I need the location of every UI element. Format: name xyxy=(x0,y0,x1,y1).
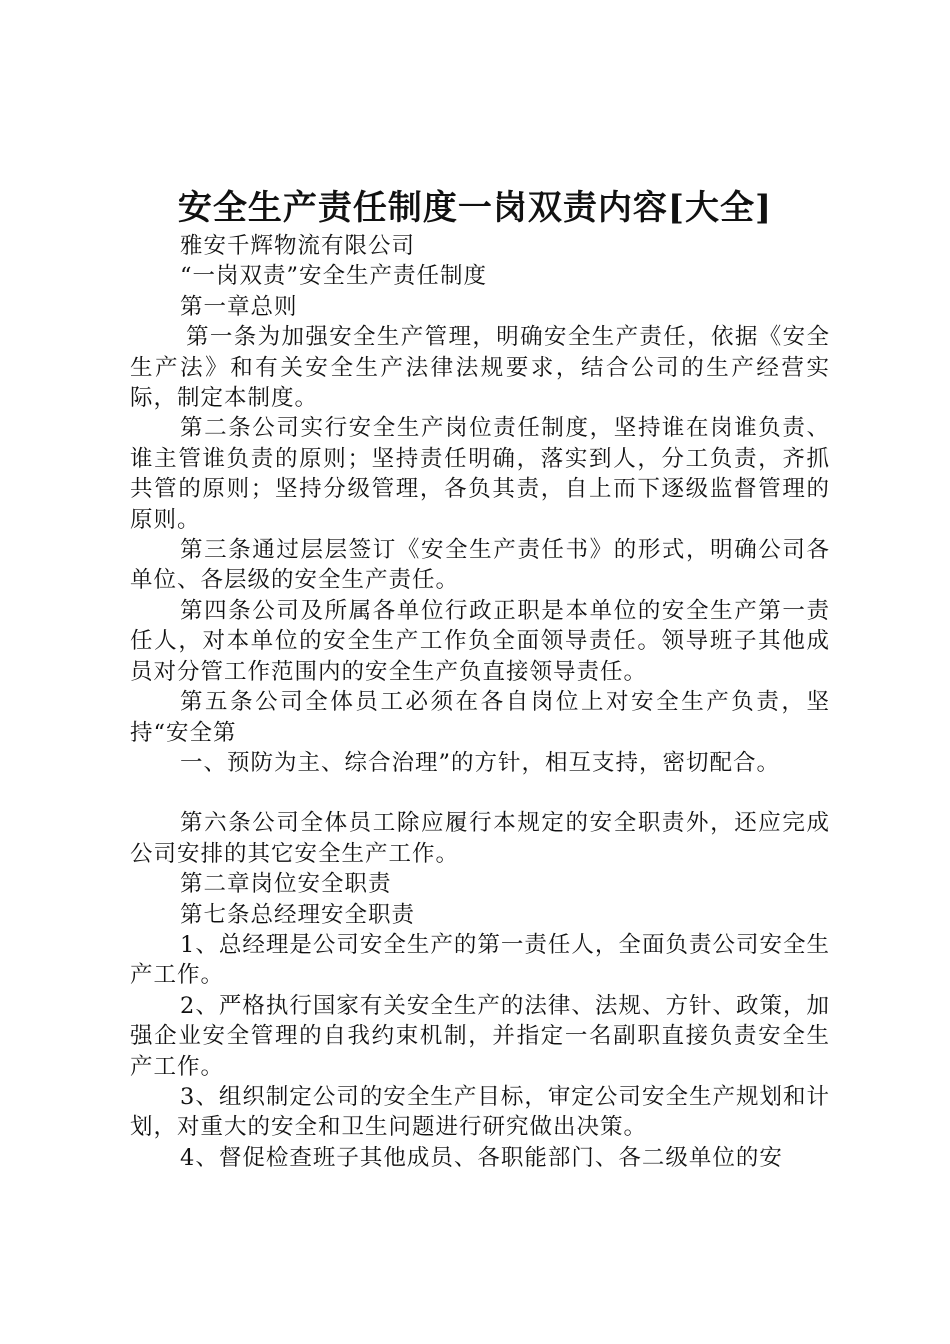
paragraph-spacer xyxy=(130,778,830,808)
article-paragraph: 第三条通过层层签订《安全生产责任书》的形式，明确公司各单位、各层级的安全生产责任。 xyxy=(130,537,830,594)
list-item: 4、督促检查班子其他成员、各职能部门、各二级单位的安 xyxy=(180,1144,783,1171)
article-heading: 第七条总经理安全职责 xyxy=(180,901,416,928)
list-item: 1、总经理是公司安全生产的第一责任人，全面负责公司安全生产工作。 xyxy=(130,931,830,989)
chapter-heading: 第二章岗位安全职责 xyxy=(180,871,392,898)
list-item: 2、严格执行国家有关安全生产的法律、法规、方针、政策，加强企业安全管理的自我约束机制，并指定一名副职直接负责安全生产工作。 xyxy=(130,992,830,1080)
document-body xyxy=(130,231,830,1173)
document-title: 安全生产责任制度一岗双责内容[大全] xyxy=(177,188,773,228)
article-paragraph: 第四条公司及所属各单位行政正职是本单位的安全生产第一责任人，对本单位的安全生产工作负全面领导责任。领导班子其他成员对分管工作范围内的安全生产负直接领导责任。 xyxy=(130,597,830,685)
article-paragraph: 第六条公司全体员工除应履行本规定的安全职责外，还应完成公司安排的其它安全生产工作。 xyxy=(130,810,830,867)
article-paragraph: 第五条公司全体员工必须在各自岗位上对安全生产负责，坚持“安全第 xyxy=(130,689,830,746)
chapter-heading: 第一章总则 xyxy=(180,293,298,320)
list-item: 3、组织制定公司的安全生产目标，审定公司安全生产规划和计划，对重大的安全和卫生问题进行研究做出决策。 xyxy=(130,1083,830,1141)
article-paragraph: 一、预防为主、综合治理”的方针，相互支持，密切配合。 xyxy=(180,749,781,776)
document-subtitle: “一岗双责”安全生产责任制度 xyxy=(180,263,488,290)
article-paragraph: 第一条为加强安全生产管理，明确安全生产责任，依据《安全生产法》和有关安全生产法律法规要求，结合公司的生产经营实际，制定本制度。 xyxy=(130,324,830,412)
article-paragraph: 第二条公司实行安全生产岗位责任制度，坚持谁在岗谁负责、谁主管谁负责的原则；坚持责任明确，落实到人，分工负责，齐抓共管的原则；坚持分级管理，各负其责，自上而下逐级监督管理的原则。 xyxy=(130,415,830,533)
company-name: 雅安千辉物流有限公司 xyxy=(180,233,416,259)
